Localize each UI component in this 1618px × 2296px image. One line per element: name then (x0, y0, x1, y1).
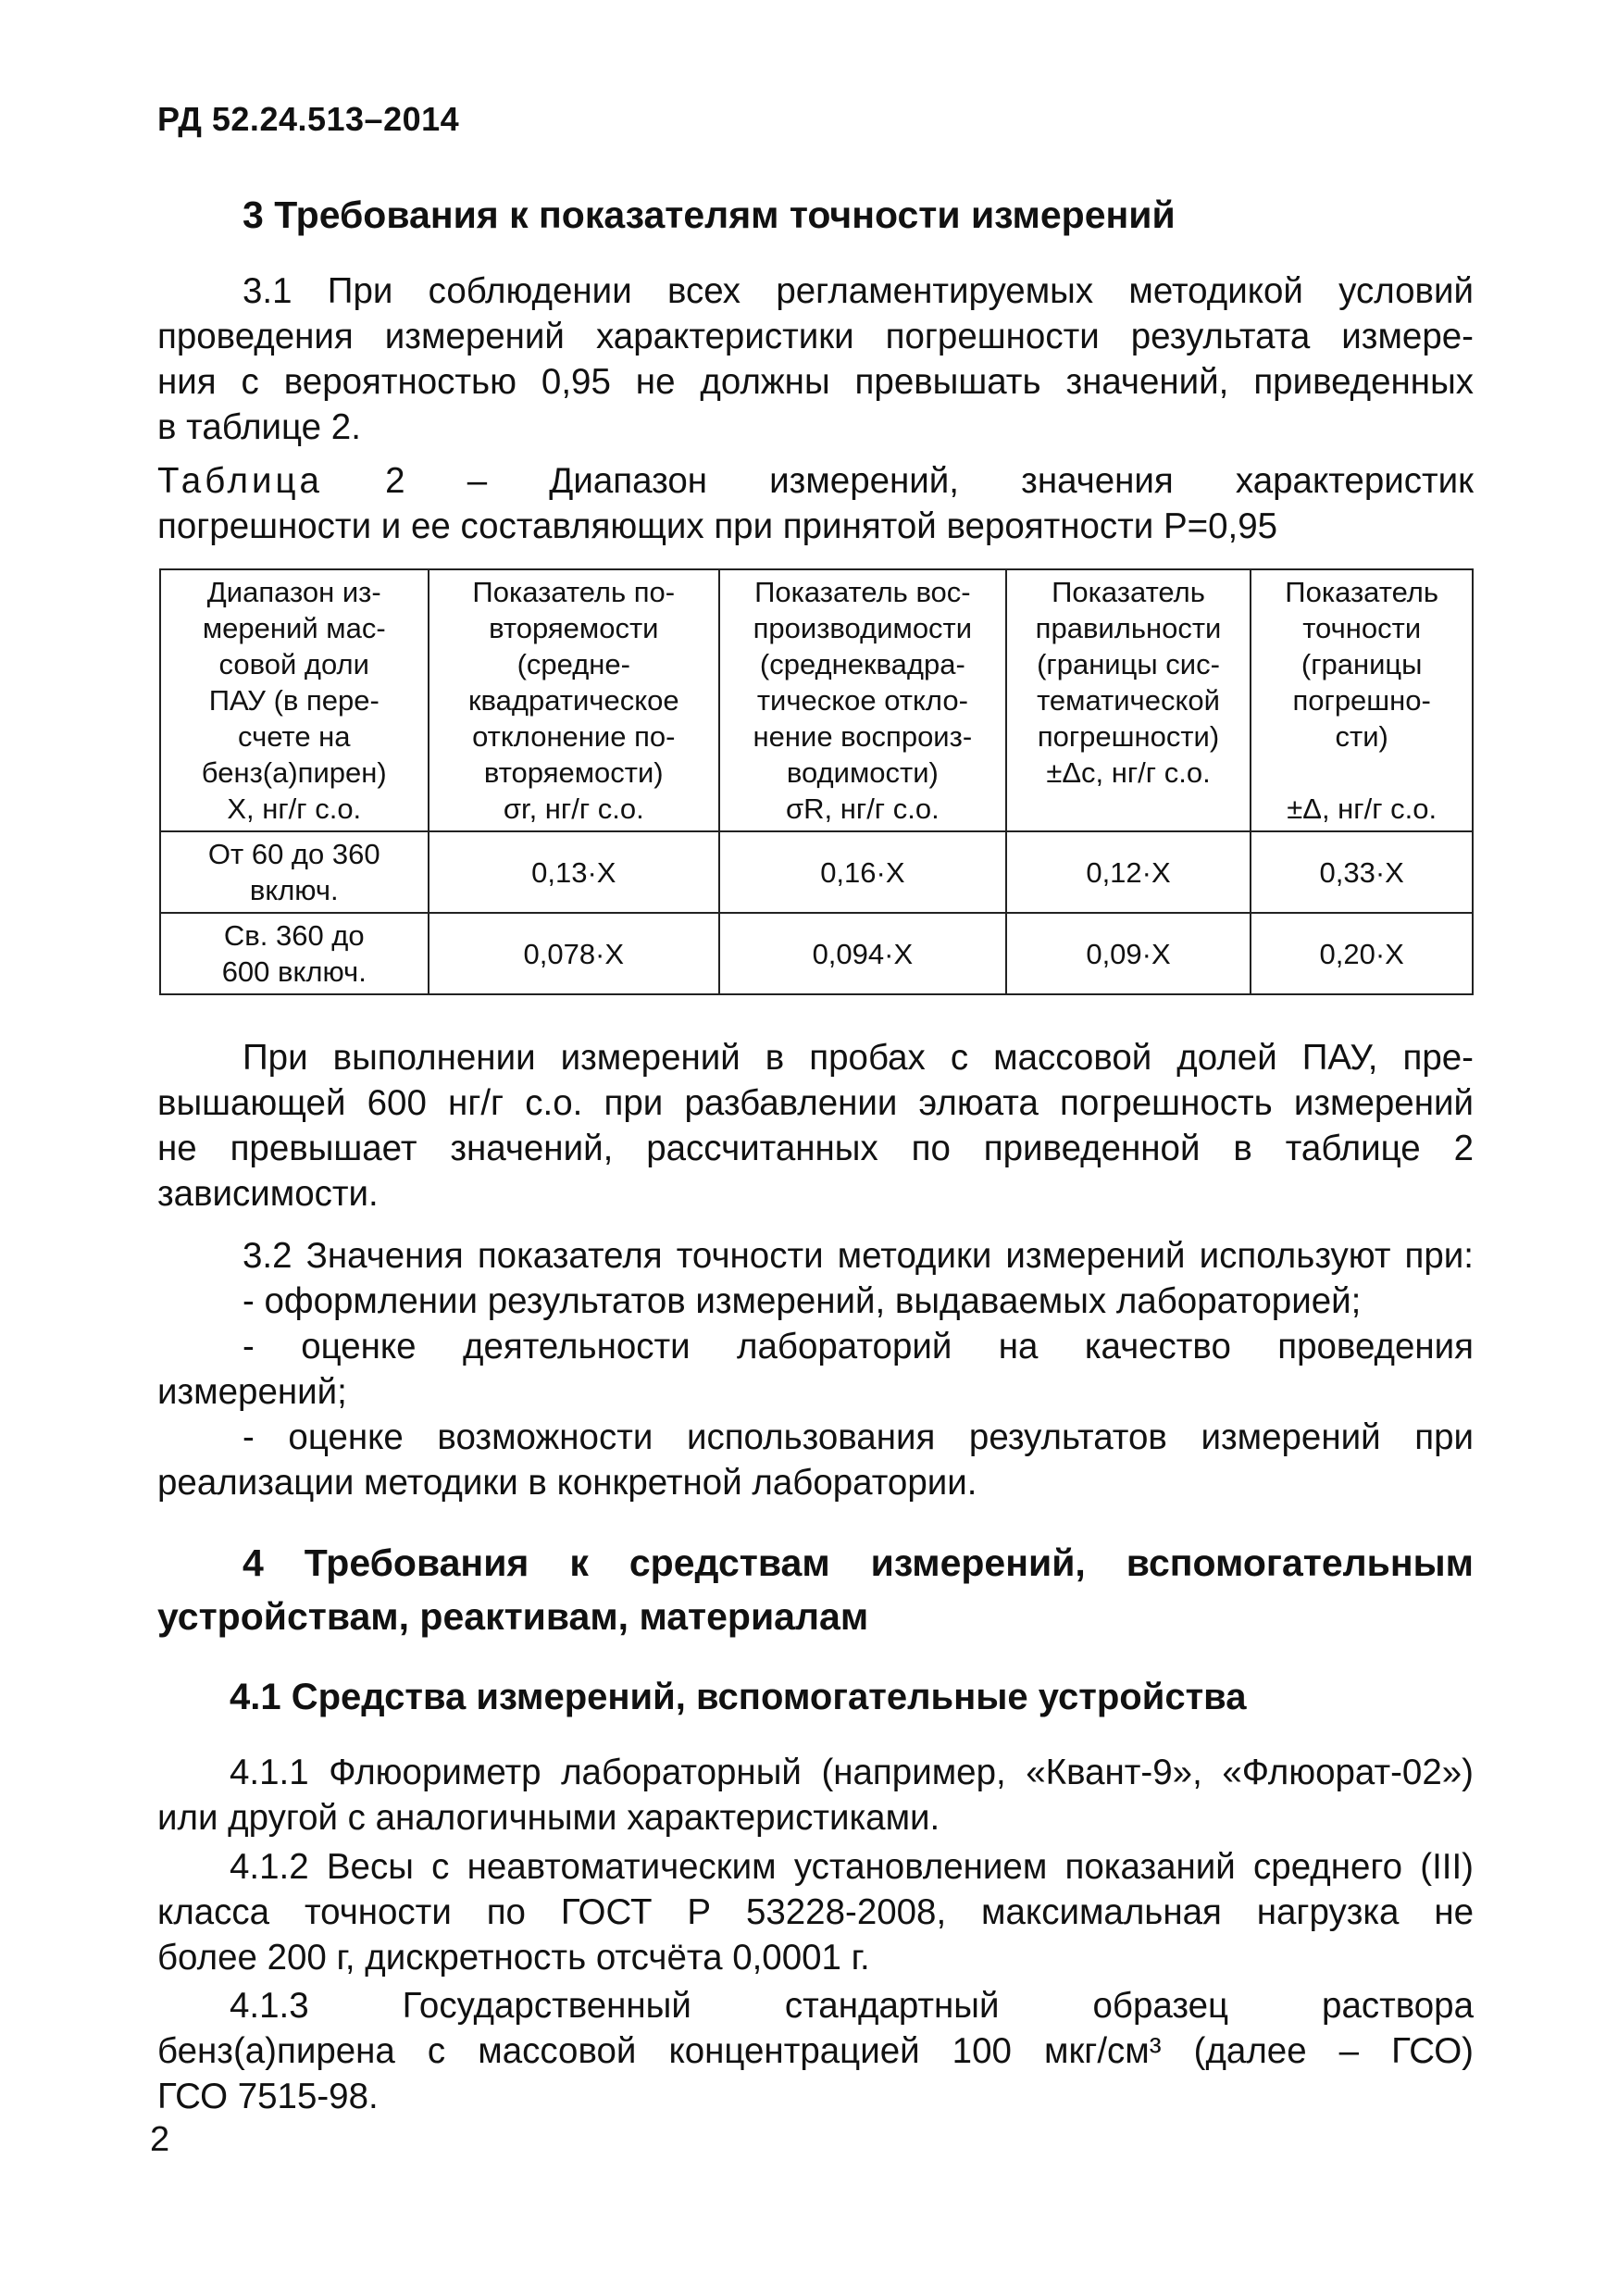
header-cell-range (160, 569, 429, 831)
header-cell-repeatability (429, 569, 720, 831)
paragraph-line: ния с вероятностью 0,95 не должны превышать значений, приведенных (157, 362, 1474, 402)
caption-line (157, 458, 1474, 504)
paragraph-line: проведения измерений характеристики погрешности результата измере- (157, 317, 1474, 356)
list-item: - оформлении результатов измерений, выдаваемых лабораторией; (243, 1281, 1362, 1321)
header-line: (средне- (517, 648, 630, 680)
paragraph-4-1-1 (157, 1750, 1474, 1841)
paragraph-line: зависимости. (157, 1174, 379, 1214)
header-line: квадратическое (467, 684, 679, 717)
caption-line: погрешности и ее составляющих при принятой вероятности Р=0,95 (157, 506, 1278, 546)
header-line: Диапазон из- (206, 576, 381, 608)
paragraph-line: 3.1 При соблюдении всех регламентируемых методикой условий (243, 271, 1474, 311)
header-symbol (1011, 791, 1247, 827)
header-line: ПАУ (в пере- (208, 684, 380, 717)
header-line: погрешности) (1037, 720, 1220, 753)
list-item: - оценке возможности использования результатов измерений при (243, 1417, 1474, 1457)
header-cell-trueness (1006, 569, 1251, 831)
range-line: От 60 до 360 (207, 838, 380, 870)
header-line: тическое откло- (756, 684, 968, 717)
section-4-title-continued: устройствам, реактивам, материалам (157, 1595, 869, 1638)
header-line: мерений мас- (202, 612, 386, 644)
paragraph-line: или другой с аналогичными характеристиками. (157, 1798, 940, 1838)
range-line: включ. (249, 874, 339, 906)
header-symbol: ±Δ, нг/г с.о. (1287, 792, 1438, 825)
paragraph-4-1-3 (157, 1983, 1474, 2119)
header-line: отклонение по- (472, 720, 676, 753)
paragraph-line: не превышает значений, рассчитанных по приведенной в таблице 2 (157, 1129, 1474, 1168)
caption-text: 2 – Диапазон измерений, значения характеристик (385, 461, 1474, 501)
paragraph-line: 4.1.1 Флюориметр лабораторный (например, «Квант-9», «Флюорат-02») (230, 1753, 1474, 1792)
table-caption (157, 458, 1474, 549)
header-line: Показатель вос- (754, 576, 971, 608)
paragraph-exceeding (157, 1035, 1474, 1217)
value-cell: 0,20·X (1251, 913, 1473, 994)
header-line: точности (1302, 612, 1422, 644)
header-line: погрешно- (1292, 684, 1431, 717)
header-symbol: σR, нг/г с.о. (786, 792, 940, 825)
header-line: Показатель (1285, 576, 1439, 608)
paragraph-3-2 (157, 1233, 1474, 1505)
header-line: (среднеквадра- (759, 648, 965, 680)
header-cell-reproducibility (719, 569, 1006, 831)
paragraph-4-1-2 (157, 1844, 1474, 1980)
paragraph-line: При выполнении измерений в пробах с массовой долей ПАУ, пре- (243, 1038, 1474, 1078)
header-line: правильности (1035, 612, 1222, 644)
paragraph-line: бенз(а)пирена с массовой концентрацией 100 мкг/см³ (далее – ГСО) (157, 2031, 1474, 2071)
header-line: (границы сис- (1037, 648, 1220, 680)
section-3-title: 3 Требования к показателям точности измерений (243, 193, 1176, 236)
row-range-cell (160, 831, 429, 913)
header-line: (границы (1301, 648, 1423, 680)
header-line: Показатель (1052, 576, 1205, 608)
header-line: совой доли (218, 648, 369, 680)
paragraph-line: в таблице 2. (157, 407, 361, 447)
header-line: сти) (1335, 720, 1388, 753)
header-line: Показатель по- (472, 576, 676, 608)
value-cell: 0,13·X (429, 831, 720, 913)
header-line: вторяемости) (483, 756, 664, 789)
value-cell: 0,09·X (1006, 913, 1251, 994)
section-4-title (243, 1537, 1474, 1589)
subsection-4-1-title: 4.1 Средства измерений, вспомогательные устройства (230, 1677, 1247, 1717)
value-cell: 0,16·X (719, 831, 1006, 913)
value-cell: 0,33·X (1251, 831, 1473, 913)
header-line: вторяемости (489, 612, 659, 644)
value-cell: 0,078·X (429, 913, 720, 994)
paragraph-3-1 (157, 268, 1474, 450)
header-cell-accuracy (1251, 569, 1473, 831)
paragraph-line: вышающей 600 нг/г с.о. при разбавлении элюата погрешность измерений (157, 1083, 1474, 1123)
header-line: нение воспроиз- (753, 720, 973, 753)
paragraph-line: ГСО 7515-98. (157, 2077, 379, 2116)
header-line: производимости (753, 612, 973, 644)
table-row (160, 831, 1473, 913)
paragraph-line: класса точности по ГОСТ Р 53228-2008, максимальная нагрузка не (157, 1892, 1474, 1932)
range-line: Св. 360 до (223, 919, 365, 952)
paragraph-line: реализации методики в конкретной лаборатории. (157, 1463, 977, 1503)
header-line: водимости) (786, 756, 939, 789)
header-line: счете на (237, 720, 351, 753)
paragraph-line: 4.1.3 Государственный стандартный образец раствора (230, 1986, 1474, 2026)
value-cell: 0,094·X (719, 913, 1006, 994)
table-header-row (160, 569, 1473, 831)
list-item: - оценке деятельности лабораторий на качество проведения (243, 1327, 1474, 1366)
caption-label: Таблица (157, 461, 323, 501)
paragraph-line: 3.2 Значения показателя точности методики измерений используют при: (243, 1236, 1474, 1276)
header-line: тематической (1037, 684, 1220, 717)
header-line: бенз(а)пирен) (201, 756, 387, 789)
table-2 (159, 568, 1474, 995)
paragraph-line: более 200 г, дискретность отсчёта 0,0001 г. (157, 1938, 870, 1978)
page-number: 2 (150, 2120, 170, 2159)
paragraph-line: 4.1.2 Весы с неавтоматическим установлением показаний среднего (III) (230, 1847, 1474, 1887)
header-line: ±Δс, нг/г с.о. (1046, 756, 1211, 789)
header-symbol: σr, нг/г с.о. (503, 792, 644, 825)
header-line (1255, 755, 1468, 791)
document-code: РД 52.24.513–2014 (157, 100, 460, 138)
header-symbol: X, нг/г с.о. (227, 792, 362, 825)
paragraph-line: измерений; (157, 1372, 347, 1412)
range-line: 600 включ. (221, 955, 367, 988)
row-range-cell (160, 913, 429, 994)
value-cell: 0,12·X (1006, 831, 1251, 913)
section-4-title-line: 4 Требования к средствам измерений, вспомогательным (243, 1541, 1474, 1584)
table-row (160, 913, 1473, 994)
